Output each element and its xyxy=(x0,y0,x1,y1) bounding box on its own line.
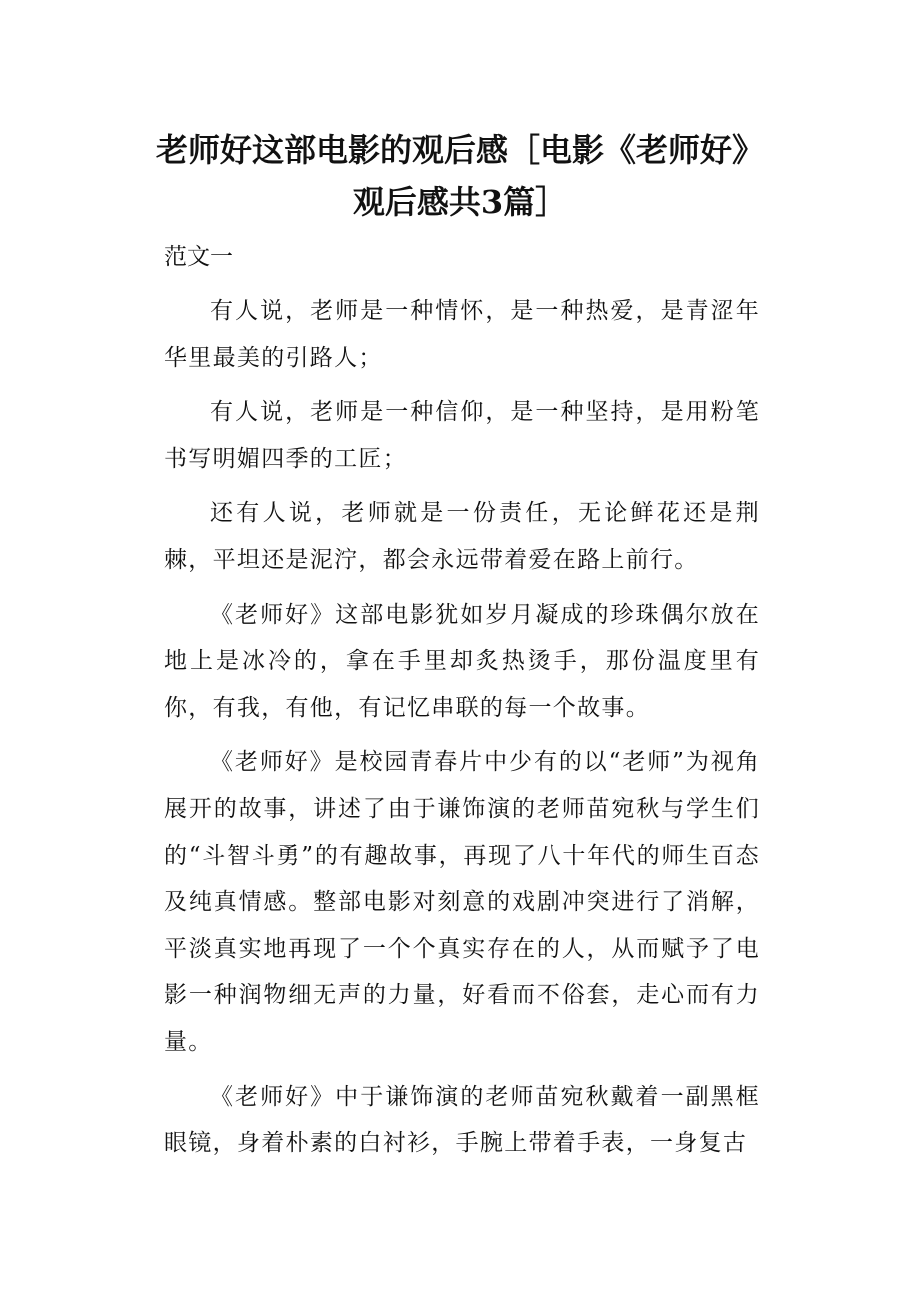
section-label: 范文一 xyxy=(164,244,233,270)
paragraph: 有人说，老师是一种情怀，是一种热爱，是青涩年华里最美的引路人； xyxy=(164,298,760,371)
paragraph: 《老师好》中于谦饰演的老师苗宛秋戴着一副黑框眼镜，身着朴素的白衬衫，手腕上带着手表，一身复古 xyxy=(164,1083,760,1157)
paragraph: 有人说，老师是一种信仰，是一种坚持，是用粉笔书写明媚四季的工匠； xyxy=(164,399,760,472)
paragraph: 《老师好》这部电影犹如岁月凝成的珍珠偶尔放在地上是冰冷的，拿在手里却炙热烫手，那份温度里有你，有我，有他，有记忆串联的每一个故事。 xyxy=(164,601,760,721)
paragraph: 还有人说，老师就是一份责任，无论鲜花还是荆棘，平坦还是泥泞，都会永远带着爱在路上前行。 xyxy=(164,500,760,573)
document-body xyxy=(164,288,760,1175)
paragraph: 《老师好》是校园青春片中少有的以“老师”为视角展开的故事，讲述了由于谦饰演的老师苗宛秋与学生们的“斗智斗勇”的有趣故事，再现了八十年代的师生百态及纯真情感。整部电影对刻意的戏剧冲突进行了消解，平淡真实地再现了一个个真实存在的人，从而赋予了电影一种润物细无声的力量，好看而不俗套，走心而有力量。 xyxy=(164,749,760,1055)
document-title: 老师好这部电影的观后感［电影《老师好》观后感共3篇］ xyxy=(155,131,764,221)
